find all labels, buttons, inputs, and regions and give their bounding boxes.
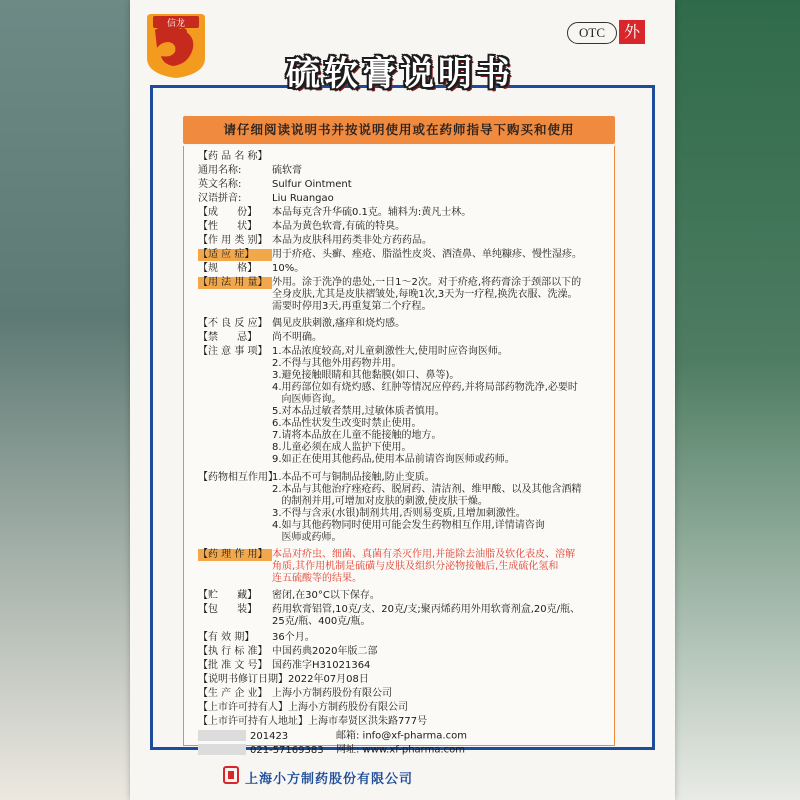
redacted-mask — [198, 730, 246, 741]
usage-label: 【用 法 用 量】 — [198, 277, 272, 289]
field-row: 英文名称: Sulfur Ointment — [198, 179, 352, 190]
storage-row: 【贮 藏】 密闭,在30°C以下保存。 — [198, 590, 380, 601]
field-row: 汉语拼音: Liu Ruangao — [198, 193, 334, 204]
field-row: 【作 用 类 别】 本品为皮肤科用药类非处方药药品。 — [198, 235, 432, 246]
tail-row: 【批 准 文 号】 国药准字H31021364 — [198, 660, 371, 671]
tail-row: 【上市许可持有人】上海小方制药股份有限公司 — [198, 702, 408, 713]
precautions-label: 【注 意 事 项】 — [198, 346, 268, 357]
contact-row: 021-57169383 网址: www.xf-pharma.com — [198, 744, 465, 757]
contact-row: 201423 邮箱: info@xf-pharma.com — [198, 730, 467, 743]
adverse-row: 【不 良 反 应】 偶见皮肤刺激,瘙痒和烧灼感。 — [198, 318, 406, 329]
usage-text: 外用。涂于洗净的患处,一日1～2次。对于疥疮,将药膏涂于颈部以下的 全身皮肤,尤其是皮肤褶皱处,每晚1次,3天为一疗程,换洗衣服、洗澡。 需要时停用3天,再重复第二个疗程。 — [272, 277, 582, 312]
pharmacology-text: 本品对疥虫、细菌、真菌有杀灭作用,并能除去油脂及软化表皮、溶解 角质,其作用机制是硫磺与皮肤及组织分泌物接触后,生成硫化氢和 连五硫酸等的结果。 — [272, 549, 576, 584]
background-left — [0, 0, 135, 800]
precautions-list: 1.本品浓度较高,对儿童刺激性大,使用时应咨询医师。 2.不得与其他外用药物并用。 3.避免接触眼睛和其他黏膜(如口、鼻等)。 4.用药部位如有烧灼感、红肿等情况应停药,并将局部药物洗净,必要时 向医师咨询。 5.对本品过敏者禁用,过敏体质者慎用。 6.本品性状发生改变时禁止使用。 7.请将本品放在儿童不能接触的地方。 8.儿童必须在成人监护下使用。 9.如正在使用其他药品,使用本品前请咨询医师或药师。 — [272, 346, 578, 465]
field-row: 通用名称: 硫软膏 — [198, 165, 302, 176]
notice-banner: 请仔细阅读说明书并按说明使用或在药师指导下购买和使用 — [183, 116, 615, 144]
tail-row: 【有 效 期】 36个月。 — [198, 632, 315, 643]
company-logo-icon — [223, 766, 239, 784]
redacted-mask — [198, 744, 246, 755]
page-title: 硫软膏说明书 — [286, 54, 514, 94]
tail-row: 【生 产 企 业】 上海小方制药股份有限公司 — [198, 688, 392, 699]
interactions-label: 【药物相互作用】 — [198, 472, 278, 483]
spec-row: 【规 格】 10%。 — [198, 263, 305, 274]
package-label: 【包 装】 — [198, 604, 258, 615]
brand-name: 信龙 — [166, 19, 186, 29]
package-text: 药用软膏铝管,10克/支、20克/支;聚丙烯药用外用软膏剂盒,20克/瓶、 25克/瓶、400克/瓶。 — [272, 604, 581, 627]
pharmacology-label: 【药 理 作 用】 — [198, 549, 272, 561]
tail-row: 【执 行 标 准】 中国药典2020年版二部 — [198, 646, 378, 657]
background-right — [670, 0, 800, 800]
tail-row: 【说明书修订日期】2022年07月08日 — [198, 674, 369, 685]
contra-row: 【禁 忌】 尚不明确。 — [198, 332, 322, 343]
brand-logo — [143, 8, 209, 80]
field-row: 【性 状】 本品为黄色软膏,有硫的特臭。 — [198, 221, 406, 232]
field-row: 【成 份】 本品每克含升华硫0.1克。辅料为:黄凡士林。 — [198, 207, 472, 218]
indications-row: 【适 应 症】 用于疥疮、头癣、痤疮、脂溢性皮炎、酒渣鼻、单纯糠疹、慢性湿疹。 — [198, 249, 582, 260]
tail-row: 【上市许可持有人地址】上海市奉贤区洪朱路777号 — [198, 716, 428, 727]
footer-company-name: 上海小方制药股份有限公司 — [245, 772, 414, 787]
interactions-list: 1.本品不可与铜制品接触,防止变质。 2.本品与其他治疗痤疮药、脱屑药、清洁剂、维甲酸、以及其他含酒精 的制剂并用,可增加对皮肤的刺激,使皮肤干燥。 3.不得与含汞(水银)制剂共用,否则易变质,且增加刺激性。 4.如与其他药物同时使用可能会发生药物相互作用,详情请咨询 医师或药师。 — [272, 472, 582, 543]
external-use-badge: 外 — [619, 20, 645, 44]
field-row: 【药 品 名 称】 — [198, 151, 268, 162]
otc-badge: OTC — [567, 22, 617, 44]
